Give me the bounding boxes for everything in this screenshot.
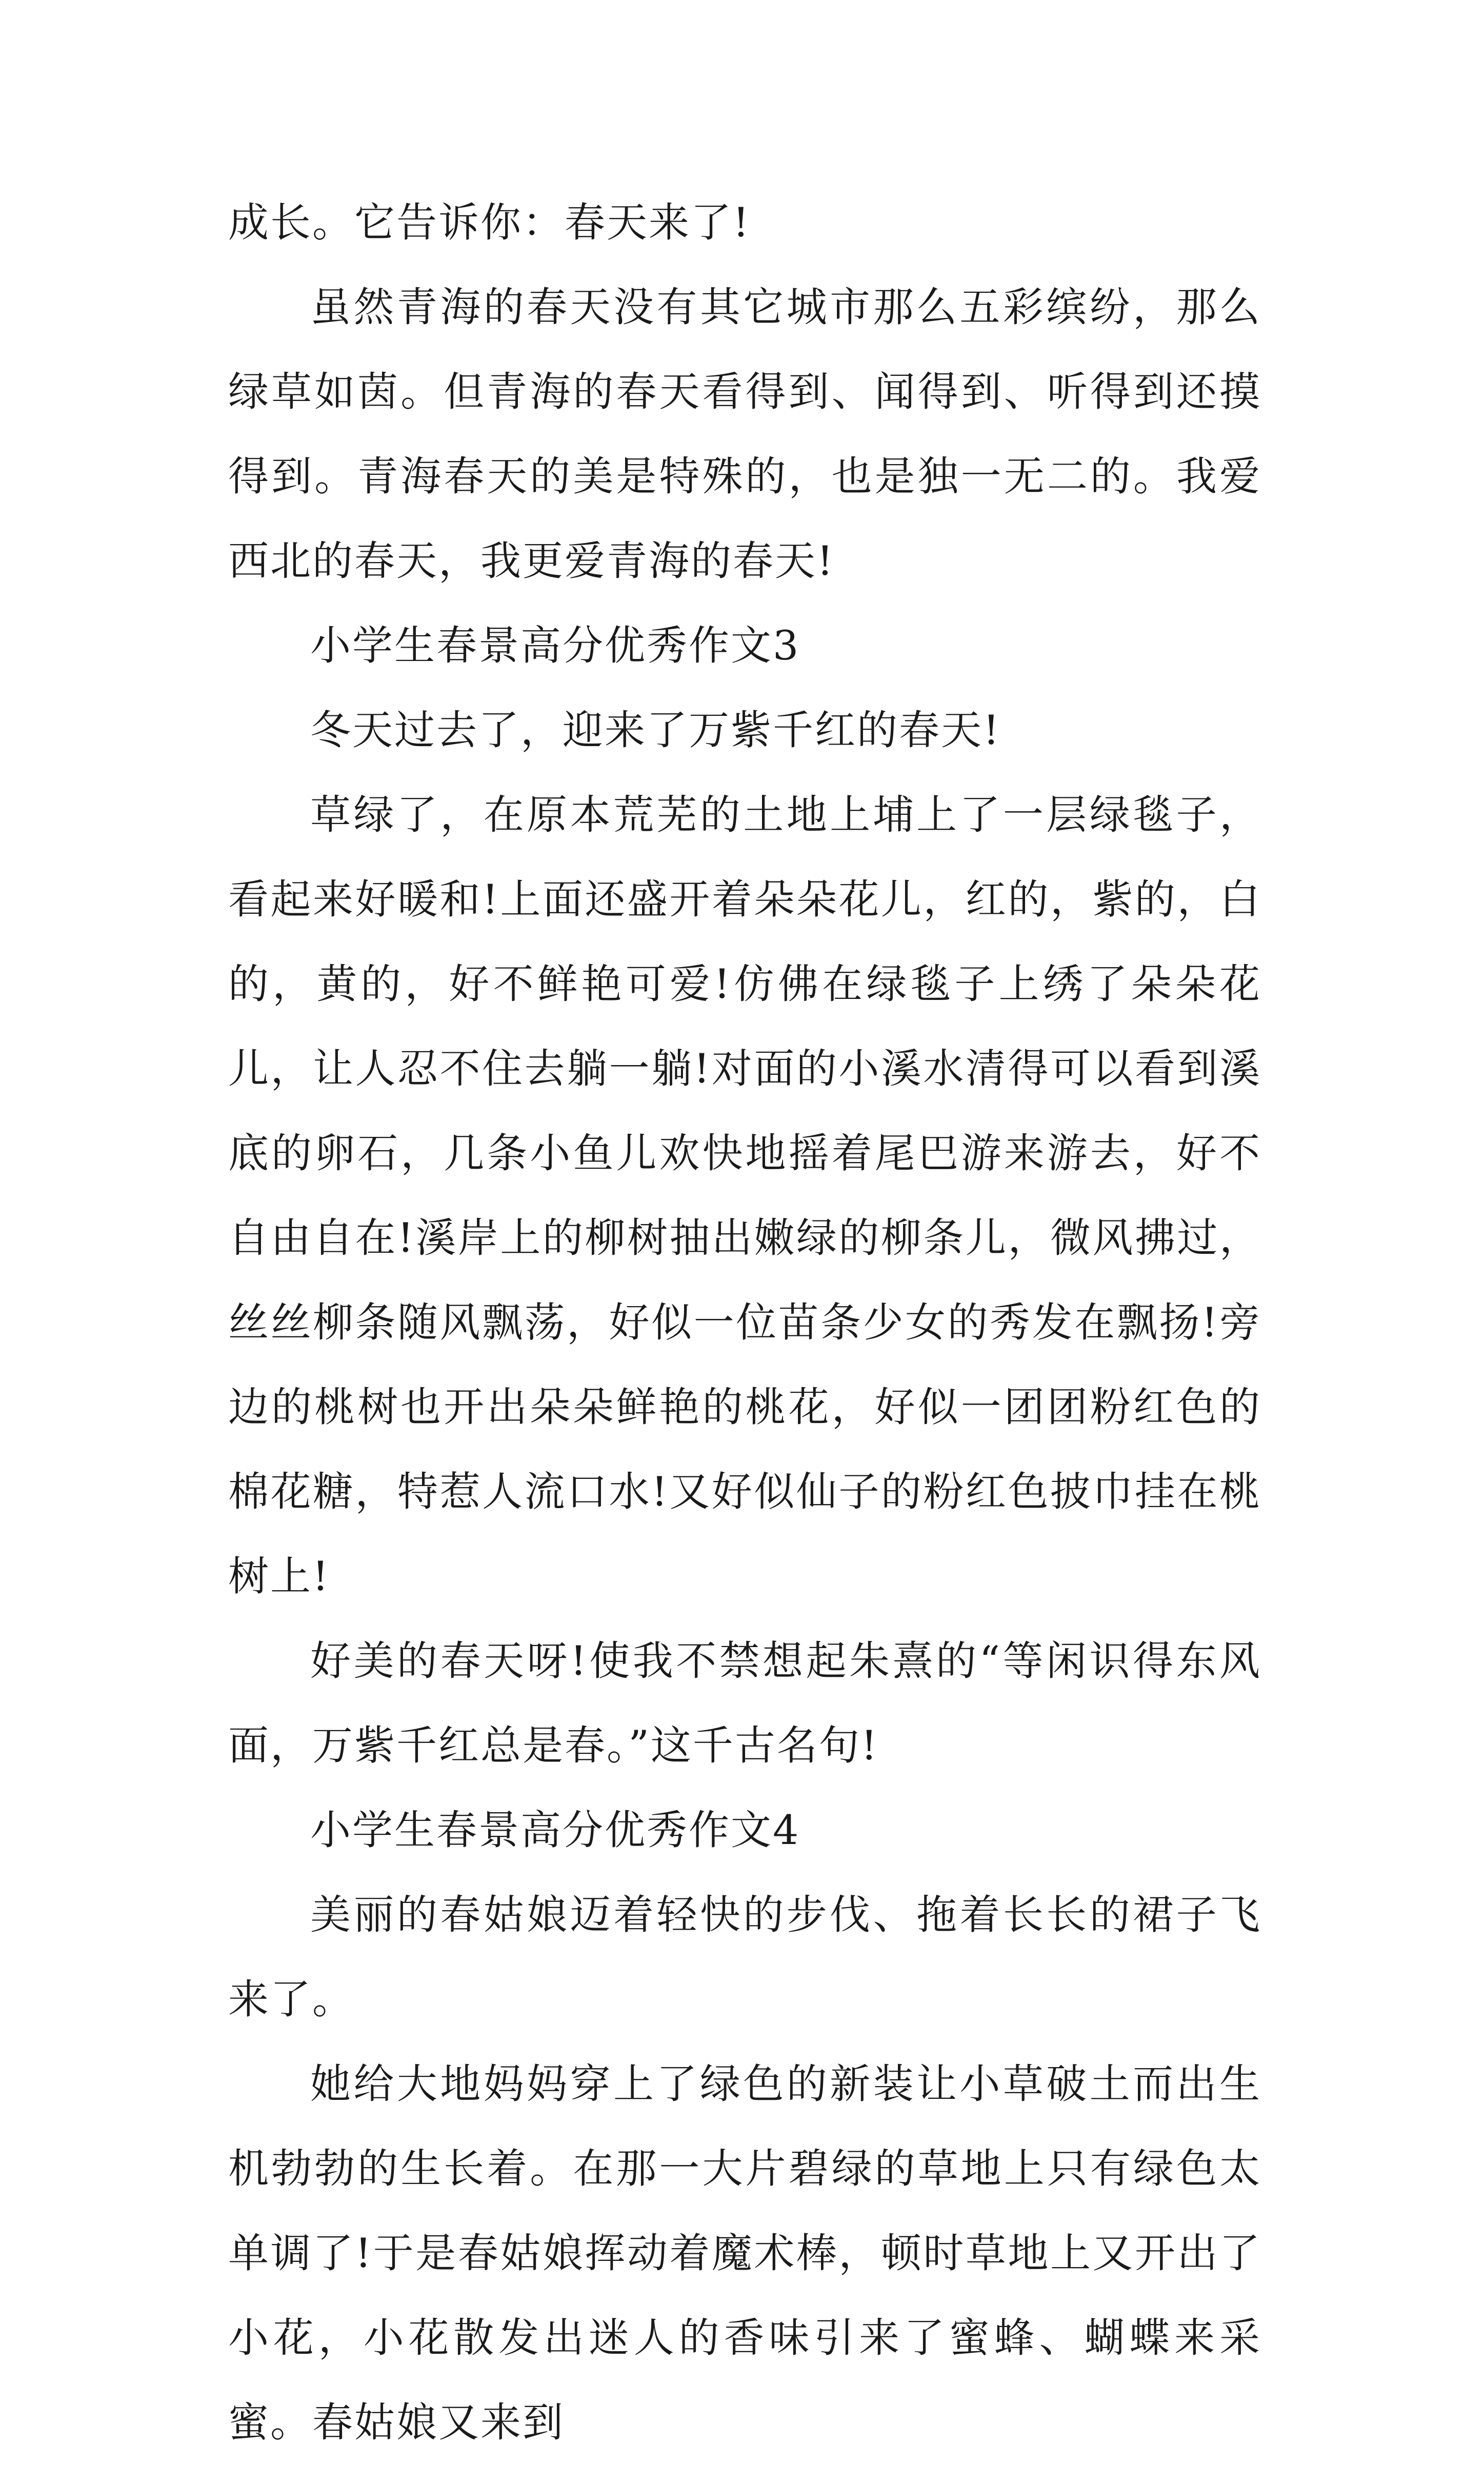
paragraph-winter-passed: 冬天过去了，迎来了万紫千红的春天!: [310, 707, 1001, 754]
essay-title-4: 小学生春景高分优秀作文4: [310, 1807, 800, 1854]
continuation-paragraph: 成长。它告诉你：春天来了!: [228, 199, 751, 246]
paragraph-qinghai-spring: 虽然青海的春天没有其它城市那么五彩缤纷，那么绿草如茵。但青海的春天看得到、闻得到、听得到还摸得到。青海春天的美是特殊的，也是独一无二的。我爱西北的春天，我更爱青海的春天!: [228, 284, 1261, 585]
paragraph-green-grass: 草绿了，在原本荒芜的土地上埔上了一层绿毯子，看起来好暖和!上面还盛开着朵朵花儿，红的，紫的，白的，黄的，好不鲜艳可爱!仿佛在绿毯子上绣了朵朵花儿，让人忍不住去躺一躺!对面的小溪水清得可以看到溪底的卵石，几条小鱼儿欢快地摇着尾巴游来游去，好不自由自在!溪岸上的柳树抽出嫩绿的柳条儿，微风拂过，丝丝柳条随风飘荡，好似一位苗条少女的秀发在飘扬!旁边的桃树也开出朵朵鲜艳的桃花，好似一团团粉红色的棉花糖，特惹人流口水!又好似仙子的粉红色披巾挂在桃树上!: [228, 791, 1261, 1600]
paragraph-beautiful-spring: 好美的春天呀!使我不禁想起朱熹的“等闲识得东风面，万紫千红总是春。”这千古名句!: [228, 1637, 1261, 1769]
paragraph-spring-girl: 美丽的春姑娘迈着轻快的步伐、拖着长长的裙子飞来了。: [228, 1891, 1261, 2023]
essay-title-3: 小学生春景高分优秀作文3: [310, 622, 800, 669]
paragraph-green-dress: 她给大地妈妈穿上了绿色的新装让小草破土而出生机勃勃的生长着。在那一大片碧绿的草地上只有绿色太单调了!于是春姑娘挥动着魔术棒，顿时草地上又开出了小花，小花散发出迷人的香味引来了蜜蜂、蝴蝶来采蜜。春姑娘又来到: [228, 2060, 1261, 2446]
document-body: [228, 181, 1261, 2465]
